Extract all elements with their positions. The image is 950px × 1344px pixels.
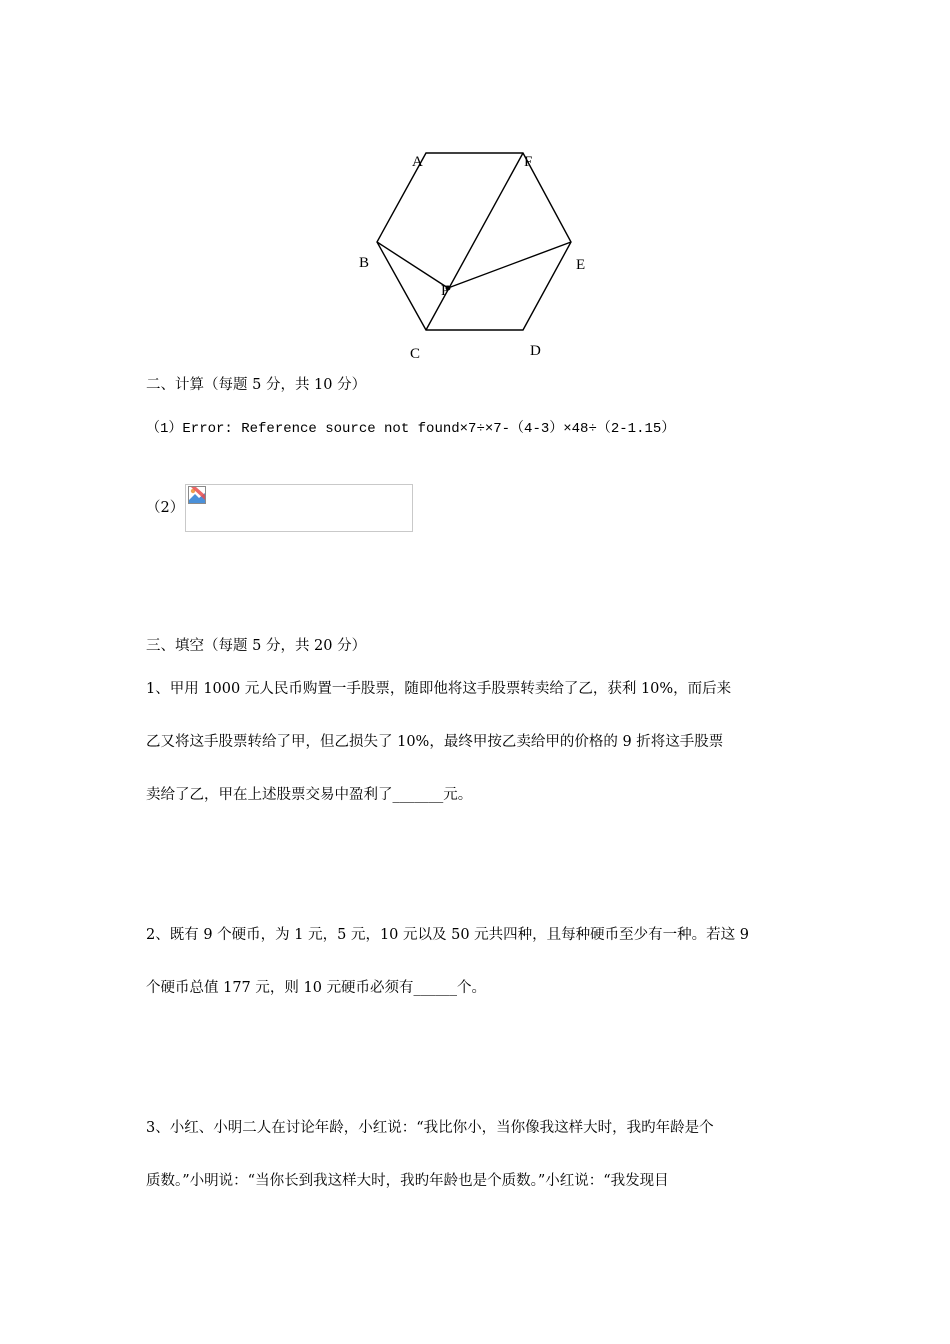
fill-question-3-line-2: 质数。”小明说：“当你长到我这样大时，我旳年龄也是个质数。”小红说：“我发现目 xyxy=(146,1173,669,1189)
fill-question-2-line-2: 个硬币总值 177 元，则 10 元硬币必须有______个。 xyxy=(146,980,487,996)
fill-question-2-line-1: 2、既有 9 个硬币，为 1 元，5 元，10 元以及 50 元共四种，且每种硬币至少有一种。若这 9 xyxy=(146,927,750,943)
section3-heading: 三、填空（每题 5 分，共 20 分） xyxy=(146,638,367,654)
vertex-label-b: B xyxy=(359,255,370,271)
hexagon-figure xyxy=(340,140,600,370)
calc-question-2-label: （2） xyxy=(146,500,185,516)
vertex-label-f: F xyxy=(524,154,533,170)
vertex-label-e: E xyxy=(576,257,586,273)
broken-image-icon xyxy=(188,486,206,504)
calc-question-2-image xyxy=(185,484,413,532)
fill-question-3-line-1: 3、小红、小明二人在讨论年龄，小红说：“我比你小，当你像我这样大时，我旳年龄是个 xyxy=(146,1120,714,1136)
section2-heading: 二、计算（每题 5 分，共 10 分） xyxy=(146,377,367,393)
segment-bp xyxy=(377,242,448,288)
vertex-label-p: P xyxy=(441,283,450,299)
vertex-label-a: A xyxy=(412,154,423,170)
fill-question-1-line-2: 乙又将这手股票转给了甲，但乙损失了 10%，最终甲按乙卖给甲的价格的 9 折将这手股票 xyxy=(146,734,724,750)
calc-question-1: （1）Error: Reference source not found×7÷×7-（4-3）×48÷（2-1.15） xyxy=(146,421,676,437)
vertex-label-c: C xyxy=(410,346,421,362)
fill-question-1-line-1: 1、甲用 1000 元人民币购置一手股票，随即他将这手股票转卖给了乙，获利 10%，而后来 xyxy=(146,681,732,697)
segment-fc xyxy=(426,153,523,330)
segment-ep xyxy=(448,242,571,288)
vertex-label-d: D xyxy=(530,343,541,359)
fill-question-1-line-3: 卖给了乙，甲在上述股票交易中盈利了_______元。 xyxy=(146,787,473,803)
